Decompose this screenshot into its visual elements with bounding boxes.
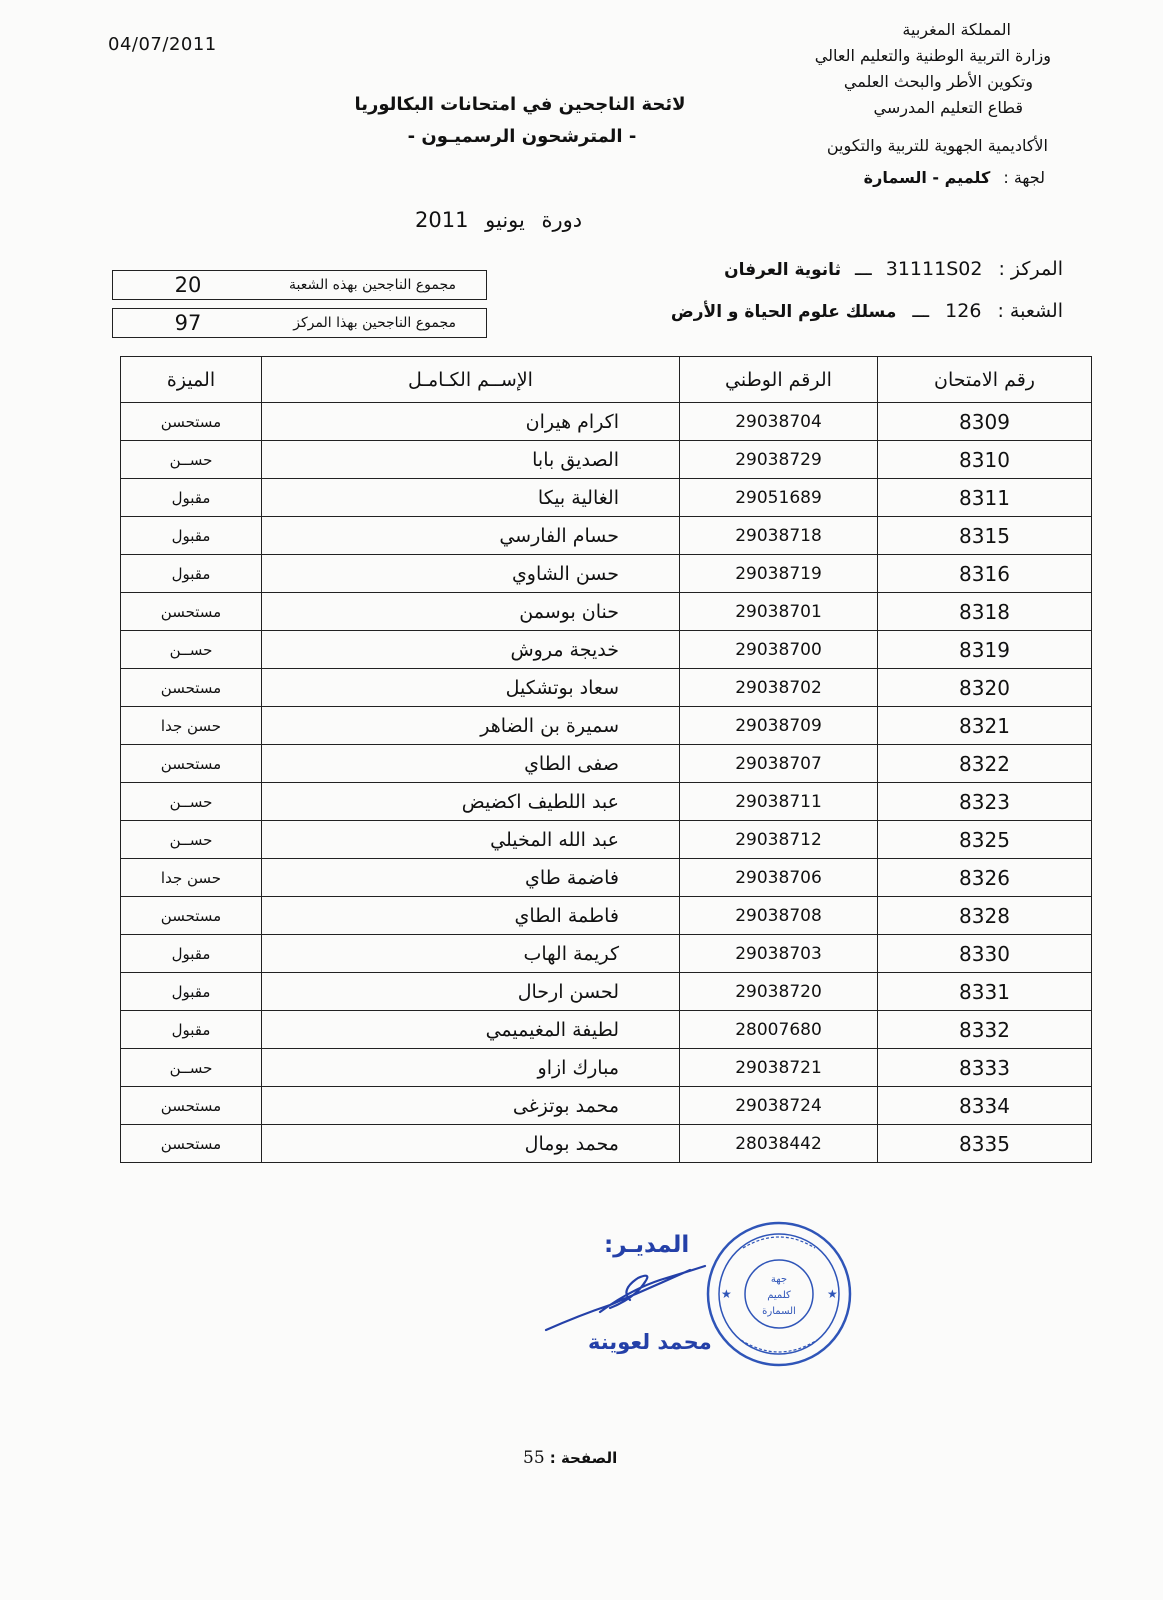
table-row [121, 1125, 1092, 1163]
grade-cell: حســن [121, 1049, 262, 1087]
grade-cell: مقبول [121, 935, 262, 973]
table-row [121, 1011, 1092, 1049]
full-name-cell: عبد الله المخيلي [262, 821, 680, 859]
exam-number-cell: 8318 [878, 593, 1092, 631]
exam-number-cell: 8335 [878, 1125, 1092, 1163]
grade-cell: مستحسن [121, 1087, 262, 1125]
exam-number-cell: 8309 [878, 403, 1092, 441]
exam-number-cell: 8315 [878, 517, 1092, 555]
exam-number-cell: 8311 [878, 479, 1092, 517]
grade-cell: مستحسن [121, 897, 262, 935]
exam-number-cell: 8332 [878, 1011, 1092, 1049]
center-name: ثانوية العرفان [724, 260, 841, 280]
exam-number-cell: 8334 [878, 1087, 1092, 1125]
exam-number-cell: 8326 [878, 859, 1092, 897]
results-table [120, 356, 1092, 1163]
col-full-name: الإســم الكـامـل [262, 357, 680, 403]
center-code: 31111S02 [885, 258, 983, 280]
table-row [121, 403, 1092, 441]
national-id-cell: 29038704 [680, 403, 878, 441]
director-name: محمد لعوينة [588, 1330, 712, 1354]
full-name-cell: كريمة الهاب [262, 935, 680, 973]
grade-cell: مستحسن [121, 669, 262, 707]
page-footer [523, 1448, 617, 1468]
table-row [121, 745, 1092, 783]
exam-number-cell: 8333 [878, 1049, 1092, 1087]
full-name-cell: فاطمة الطاي [262, 897, 680, 935]
summary-center-label: مجموع الناجحين بهذا المركز [293, 315, 456, 331]
grade-cell: حســن [121, 631, 262, 669]
exam-number-cell: 8330 [878, 935, 1092, 973]
exam-number-cell: 8319 [878, 631, 1092, 669]
grade-cell: حسن جدا [121, 707, 262, 745]
page-subtitle: - المترشحون الرسميـون - [407, 126, 637, 147]
national-id-cell: 29051689 [680, 479, 878, 517]
region-value: كلميم - السمارة [863, 168, 991, 187]
summary-branch-label: مجموع الناجحين بهذه الشعبة [289, 277, 456, 293]
branch-code: 126 [945, 300, 982, 322]
header-academy: الأكاديمية الجهوية للتربية والتكوين [826, 136, 1048, 155]
center-line [724, 258, 1063, 280]
national-id-cell: 29038721 [680, 1049, 878, 1087]
svg-text:كلميم: كلميم [767, 1290, 791, 1301]
exam-number-cell: 8322 [878, 745, 1092, 783]
national-id-cell: 29038724 [680, 1087, 878, 1125]
page-number: 55 [523, 1448, 545, 1468]
branch-dash: ـــ [912, 300, 930, 322]
col-national-id: الرقم الوطني [680, 357, 878, 403]
national-id-cell: 29038707 [680, 745, 878, 783]
col-grade: الميزة [121, 357, 262, 403]
grade-cell: مقبول [121, 555, 262, 593]
table-row [121, 631, 1092, 669]
center-label: المركز : [998, 258, 1063, 280]
branch-name: مسلك علوم الحياة و الأرض [670, 302, 897, 322]
table-body [121, 403, 1092, 1163]
full-name-cell: صفى الطاي [262, 745, 680, 783]
signature [540, 1260, 720, 1340]
header-ministry-2: وتكوين الأطر والبحث العلمي [843, 72, 1033, 91]
grade-cell: حســن [121, 821, 262, 859]
grade-cell: مستحسن [121, 745, 262, 783]
summary-branch-value: 20 [174, 273, 202, 297]
national-id-cell: 29038706 [680, 859, 878, 897]
full-name-cell: فاضمة طاي [262, 859, 680, 897]
center-dash: ـــ [855, 258, 872, 280]
full-name-cell: اكرام هيران [262, 403, 680, 441]
table-row [121, 973, 1092, 1011]
full-name-cell: الصديق بابا [262, 441, 680, 479]
grade-cell: مقبول [121, 517, 262, 555]
national-id-cell: 29038729 [680, 441, 878, 479]
table-row [121, 479, 1092, 517]
grade-cell: حســن [121, 783, 262, 821]
grade-cell: حســن [121, 441, 262, 479]
full-name-cell: لطيفة المغيميمي [262, 1011, 680, 1049]
branch-label: الشعبة : [997, 300, 1063, 322]
national-id-cell: 29038718 [680, 517, 878, 555]
signature-scribble-icon [540, 1260, 720, 1340]
col-exam-number: رقم الامتحان [878, 357, 1092, 403]
full-name-cell: محمد بوتزغى [262, 1087, 680, 1125]
exam-number-cell: 8325 [878, 821, 1092, 859]
summary-center-value: 97 [174, 311, 202, 335]
grade-cell: مقبول [121, 973, 262, 1011]
national-id-cell: 28038442 [680, 1125, 878, 1163]
grade-cell: مستحسن [121, 593, 262, 631]
header-region [864, 168, 1045, 187]
header-sector: قطاع التعليم المدرسي [873, 98, 1023, 117]
table-row [121, 1049, 1092, 1087]
national-id-cell: 29038703 [680, 935, 878, 973]
summary-branch-box [112, 270, 487, 300]
table-row [121, 783, 1092, 821]
exam-number-cell: 8331 [878, 973, 1092, 1011]
full-name-cell: سعاد بوتشكيل [262, 669, 680, 707]
full-name-cell: حسن الشاوي [262, 555, 680, 593]
table-row [121, 859, 1092, 897]
grade-cell: مستحسن [121, 403, 262, 441]
stamp-seal-icon [703, 1218, 855, 1370]
grade-cell: مقبول [121, 479, 262, 517]
national-id-cell: 29038701 [680, 593, 878, 631]
table-row [121, 821, 1092, 859]
svg-text:السمارة: السمارة [762, 1306, 796, 1317]
table-row [121, 555, 1092, 593]
exam-number-cell: 8328 [878, 897, 1092, 935]
page-label: الصفحة : [549, 1449, 618, 1467]
exam-number-cell: 8323 [878, 783, 1092, 821]
national-id-cell: 29038709 [680, 707, 878, 745]
svg-text:جهة: جهة [770, 1274, 788, 1285]
table-row [121, 707, 1092, 745]
exam-number-cell: 8321 [878, 707, 1092, 745]
print-date: 04/07/2011 [108, 34, 217, 55]
exam-number-cell: 8320 [878, 669, 1092, 707]
svg-text:★: ★ [827, 1287, 838, 1301]
table-row [121, 1087, 1092, 1125]
svg-text:★: ★ [721, 1287, 732, 1301]
exam-number-cell: 8310 [878, 441, 1092, 479]
table-row [121, 935, 1092, 973]
header-kingdom: المملكة المغربية [902, 20, 1011, 39]
national-id-cell: 28007680 [680, 1011, 878, 1049]
stamp [703, 1218, 855, 1370]
full-name-cell: لحسن ارحال [262, 973, 680, 1011]
page-title: لائحة الناجحين في امتحانات البكالوريا [354, 94, 686, 115]
table-row [121, 669, 1092, 707]
table-row [121, 441, 1092, 479]
summary-center-box [112, 308, 487, 338]
full-name-cell: الغالية بيكا [262, 479, 680, 517]
grade-cell: مقبول [121, 1011, 262, 1049]
table-row [121, 897, 1092, 935]
national-id-cell: 29038720 [680, 973, 878, 1011]
national-id-cell: 29038711 [680, 783, 878, 821]
grade-cell: مستحسن [121, 1125, 262, 1163]
full-name-cell: حنان بوسمن [262, 593, 680, 631]
branch-line [671, 300, 1063, 322]
table-header-row [121, 357, 1092, 403]
full-name-cell: مبارك ازاو [262, 1049, 680, 1087]
full-name-cell: عبد اللطيف اكضيض [262, 783, 680, 821]
exam-session: دورة يونيو 2011 [415, 208, 583, 232]
national-id-cell: 29038702 [680, 669, 878, 707]
national-id-cell: 29038708 [680, 897, 878, 935]
table-row [121, 593, 1092, 631]
full-name-cell: حسام الفارسي [262, 517, 680, 555]
region-label: لجهة : [1003, 168, 1045, 187]
national-id-cell: 29038700 [680, 631, 878, 669]
header-ministry-1: وزارة التربية الوطنية والتعليم العالي [814, 46, 1051, 65]
full-name-cell: محمد بومال [262, 1125, 680, 1163]
national-id-cell: 29038719 [680, 555, 878, 593]
grade-cell: حسن جدا [121, 859, 262, 897]
exam-number-cell: 8316 [878, 555, 1092, 593]
director-label: المديـر: [604, 1232, 690, 1258]
full-name-cell: خديجة مروش [262, 631, 680, 669]
national-id-cell: 29038712 [680, 821, 878, 859]
table-row [121, 517, 1092, 555]
full-name-cell: سميرة بن الضاهر [262, 707, 680, 745]
